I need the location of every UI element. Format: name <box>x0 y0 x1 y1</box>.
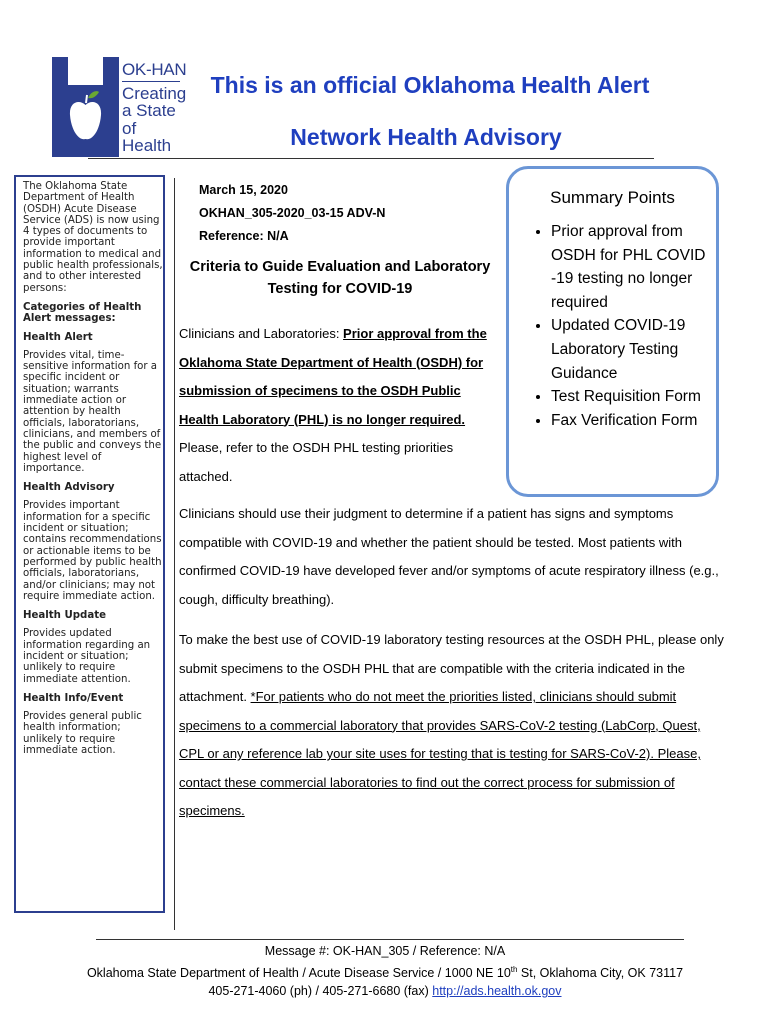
logo-line-1: OK-HAN <box>122 60 187 79</box>
sidebar-section-title: Health Update <box>23 610 106 622</box>
alert-categories-sidebar <box>14 175 165 913</box>
sidebar-section-title: Health Advisory <box>23 482 115 494</box>
p3-lead: To make the best use of COVID-19 laboratory testing resources at the OSDH PHL, please only submit specimens to the OSDH PHL that are compatible with the criteria indicated in the attachment. <box>179 632 724 704</box>
header-divider <box>88 158 654 159</box>
paragraph-testing-resources <box>179 626 724 826</box>
sidebar-section-title: Health Info/Event <box>23 692 124 704</box>
advisory-date: March 15, 2020 <box>199 183 288 197</box>
logo-wordmark <box>122 61 187 155</box>
criteria-title: Criteria to Guide Evaluation and Laboratory Testing for COVID-19 <box>189 259 491 297</box>
logo-line-2: Creating <box>122 83 187 103</box>
footer-phone-fax: 405-271-4060 (ph) / 405-271-6680 (fax) <box>208 984 433 999</box>
paragraph-clinician-judgment: Clinicians should use their judgment to determine if a patient has signs and symptoms compatible with COVID-19 and whether the patient should be tested. Most patients with confirmed COVID-19 have developed fever and/or symptoms of acute respiratory illness (e.g., cough, difficulty breathing). <box>179 506 719 607</box>
footer-message-id: Message #: OK-HAN_305 / Reference: N/A <box>264 944 506 958</box>
logo-line-4: of Health <box>122 118 172 155</box>
summary-title: Summary Points <box>550 188 675 207</box>
apple-h-logo-icon <box>52 57 119 157</box>
summary-item: • Prior approval from OSDH for PHL COVID -19 testing no longer required <box>551 220 716 314</box>
footer-address-post: St, Oklahoma City, OK 73117 <box>517 965 684 980</box>
summary-item: • Updated COVID-19 Laboratory Testing Guidance <box>551 314 716 385</box>
sidebar-section-text: Provides important information for a specific incident or situation; contains recommendations or actionable items to be performed by public health officials, laboratorians, and/or clinicians; may not require immediate action. <box>23 500 162 602</box>
summary-item: • Test Requisition Form <box>551 385 716 409</box>
p3-underlined: *For patients who do not meet the priorities listed, clinicians should submit specimens to a commercial laboratory that provides SARS-CoV-2 testing (LabCorp, Quest, CPL or any reference lab your site uses for testing that is testing for SARS-CoV-2). Please, contact these commercial laboratories to find out the correct process for submission of specimens. <box>179 689 701 818</box>
sidebar-section-text: Provides updated information regarding an incident or situation; unlikely to require immediate attention. <box>23 628 151 685</box>
page-title-line-2: Network Health Advisory <box>290 124 562 150</box>
column-divider <box>174 178 175 930</box>
ok-han-logo <box>52 57 187 157</box>
logo-line-3: a State <box>122 101 176 120</box>
sidebar-section-text: Provides general public health information; unlikely to require immediate action. <box>23 711 142 757</box>
footer <box>0 942 770 1001</box>
footer-contact <box>0 982 770 1001</box>
advisory-id: OKHAN_305-2020_03-15 ADV-N <box>199 206 386 220</box>
p1-lead: Clinicians and Laboratories: <box>179 326 344 341</box>
footer-website-link[interactable]: http://ads.health.ok.gov <box>432 984 562 999</box>
footer-address <box>0 961 770 983</box>
page-title-line-1: This is an official Oklahoma Health Alert <box>210 72 650 98</box>
footer-address-sup: th <box>510 964 518 974</box>
p1-tail: Please, refer to the OSDH PHL testing priorities attached. <box>179 440 454 484</box>
advisory-reference: Reference: N/A <box>199 229 289 243</box>
footer-address-pre: Oklahoma State Department of Health / Acute Disease Service / 1000 NE 10 <box>86 965 511 980</box>
summary-item: • Fax Verification Form <box>551 409 716 433</box>
summary-list <box>509 220 716 432</box>
paragraph-prior-approval <box>179 320 501 491</box>
p1-emphasis: Prior approval from the Oklahoma State Department of Health (OSDH) for submission of specimens to the OSDH Public Health Laboratory (PHL) is no longer required. <box>179 326 487 427</box>
categories-heading: Categories of Health Alert messages: <box>23 301 142 325</box>
footer-divider <box>96 939 684 940</box>
sidebar-section-title: Health Alert <box>23 331 93 343</box>
advisory-meta <box>199 179 385 248</box>
summary-points-box <box>506 166 719 497</box>
sidebar-intro: The Oklahoma State Department of Health (OSDH) Acute Disease Service (ADS) is now using 4 types of documents to provide important information to medical and public health professionals, and to other interested persons: <box>23 181 163 294</box>
sidebar-section-text: Provides vital, time-sensitive information for a specific incident or situation; warrants immediate action or attention by health officials, laboratorians, clinicians, and members of the public and conveys the highest level of importance. <box>23 349 162 474</box>
